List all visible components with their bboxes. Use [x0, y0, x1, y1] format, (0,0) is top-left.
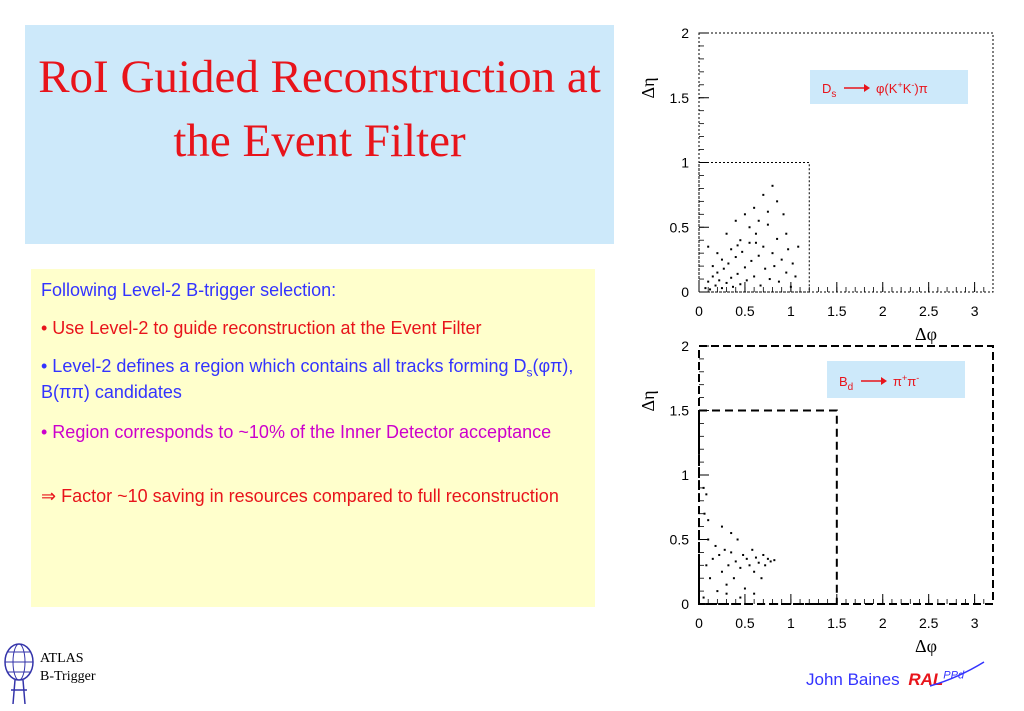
content-panel — [31, 269, 595, 607]
x-tick-label: 0 — [695, 615, 703, 631]
data-point — [739, 597, 741, 599]
data-point — [737, 539, 739, 541]
data-point — [755, 242, 757, 244]
legend-charge: + — [901, 373, 908, 383]
data-point — [716, 272, 718, 274]
legend-products — [876, 80, 928, 96]
data-point — [755, 557, 757, 559]
data-point — [755, 233, 757, 235]
legend-product: π — [893, 374, 902, 389]
x-axis-label: Δφ — [915, 324, 937, 344]
legend-charge: - — [916, 373, 920, 383]
data-point — [778, 281, 780, 283]
data-point — [704, 513, 706, 515]
y-tick-label: 1 — [681, 467, 689, 483]
data-point — [758, 220, 760, 222]
data-point — [726, 584, 728, 586]
data-point — [783, 213, 785, 215]
data-point — [760, 285, 762, 287]
data-point — [746, 558, 748, 560]
bullet2-subscript: s — [526, 365, 533, 380]
data-point — [712, 558, 714, 560]
data-point — [733, 577, 735, 579]
data-point — [707, 539, 709, 541]
roi-region-box — [699, 411, 837, 605]
x-tick-label: 1 — [786, 615, 795, 631]
data-point — [762, 194, 764, 196]
x-tick-label: 2 — [878, 303, 887, 319]
ppd-logo-text: PPd — [943, 669, 965, 682]
y-tick-label: 2 — [681, 338, 689, 354]
data-point — [727, 263, 729, 265]
data-point — [730, 277, 732, 279]
data-point — [730, 551, 732, 553]
data-point — [712, 275, 714, 277]
x-tick-label: 2 — [878, 615, 887, 631]
legend-charge: + — [897, 80, 903, 90]
data-point — [716, 590, 718, 592]
data-point — [721, 259, 723, 261]
data-point — [741, 251, 743, 253]
data-point — [760, 577, 762, 579]
data-point — [707, 519, 709, 521]
data-point — [785, 272, 787, 274]
footer-atlas-label: ATLAS — [40, 651, 84, 666]
data-point — [727, 564, 729, 566]
data-point — [753, 571, 755, 573]
data-point — [718, 279, 720, 281]
data-point — [790, 286, 792, 288]
data-point — [737, 273, 739, 275]
data-point — [767, 211, 769, 213]
y-tick-label: 0.5 — [669, 219, 689, 236]
data-point — [718, 554, 720, 556]
data-point — [704, 287, 706, 289]
y-tick-label: 2 — [681, 25, 689, 41]
data-point — [749, 226, 751, 228]
y-axis-label: Δη — [638, 77, 658, 99]
data-point — [726, 233, 728, 235]
data-point — [732, 286, 734, 288]
roi-region-box — [699, 163, 809, 293]
data-point — [753, 275, 755, 277]
bullet-saving: ⇒ Factor ~10 saving in resources compared to full reconstruction — [41, 486, 559, 506]
data-point — [721, 571, 723, 573]
footer-author-block — [806, 670, 964, 690]
data-point — [715, 545, 717, 547]
footer-org — [40, 650, 96, 686]
author-name: John Baines — [806, 670, 900, 689]
legend-particle: B — [839, 374, 848, 389]
data-point — [703, 487, 705, 489]
data-point — [716, 252, 718, 254]
data-point — [758, 255, 760, 257]
data-point — [735, 220, 737, 222]
ral-logo-text: RAL — [908, 670, 944, 689]
data-point — [749, 242, 751, 244]
data-point — [703, 597, 705, 599]
data-point — [769, 278, 771, 280]
x-tick-label: 2.5 — [918, 303, 939, 319]
data-point — [739, 239, 741, 241]
page-title: RoI Guided Reconstruction at the Event Filter — [38, 51, 601, 167]
bullet2-text: • Level-2 defines a region which contains all tracks forming D — [41, 356, 527, 376]
data-point — [707, 281, 709, 283]
data-point — [776, 200, 778, 202]
data-point — [721, 526, 723, 528]
data-point — [709, 577, 711, 579]
data-point — [726, 282, 728, 284]
data-point — [785, 233, 787, 235]
data-point — [746, 279, 748, 281]
ds-scatter-plot — [625, 25, 1024, 350]
bullet-region-definition — [41, 353, 581, 405]
data-point — [787, 248, 789, 250]
data-point — [709, 288, 711, 290]
data-point — [739, 567, 741, 569]
data-point — [753, 593, 755, 595]
data-point — [762, 246, 764, 248]
data-point — [773, 265, 775, 267]
y-tick-label: 1.5 — [669, 89, 689, 106]
data-point — [792, 263, 794, 265]
legend-product: φ(K — [876, 81, 898, 96]
data-point — [772, 252, 774, 254]
data-point — [758, 562, 760, 564]
data-point — [744, 588, 746, 590]
y-axis-label: Δη — [638, 390, 658, 412]
x-tick-label: 3 — [970, 303, 979, 319]
y-tick-label: 0 — [681, 284, 689, 300]
y-tick-label: 1 — [681, 154, 689, 171]
y-tick-label: 0.5 — [669, 531, 689, 548]
data-point — [797, 246, 799, 248]
data-point — [751, 549, 753, 551]
data-point — [735, 560, 737, 562]
bullet-acceptance: • Region corresponds to ~10% of the Inner Detector acceptance — [41, 422, 552, 442]
data-point — [723, 268, 725, 270]
legend-product: )π — [914, 81, 928, 96]
ral-swoosh-icon — [928, 660, 988, 690]
atlas-logo-icon — [2, 640, 36, 706]
data-point — [737, 244, 739, 246]
y-tick-label: 1.5 — [669, 402, 689, 419]
data-point — [724, 549, 726, 551]
data-point — [764, 564, 766, 566]
y-tick-label: 0 — [681, 596, 689, 612]
legend-product: K — [902, 81, 912, 96]
footer-group-label: B-Trigger — [40, 669, 96, 684]
data-point — [770, 560, 772, 562]
data-point — [730, 248, 732, 250]
data-point — [744, 266, 746, 268]
data-point — [721, 287, 723, 289]
data-point — [705, 493, 707, 495]
data-point — [764, 268, 766, 270]
legend-subscript: d — [847, 382, 854, 393]
x-tick-label: 1.5 — [827, 615, 847, 631]
data-point — [715, 285, 717, 287]
data-point — [776, 238, 778, 240]
data-point — [762, 554, 764, 556]
data-point — [753, 207, 755, 209]
data-point — [767, 224, 769, 226]
data-point — [712, 265, 714, 267]
data-point — [749, 564, 751, 566]
data-point — [781, 259, 783, 261]
data-point — [705, 564, 707, 566]
data-point — [744, 213, 746, 215]
bullet-use-level2: • Use Level-2 to guide reconstruction at the Event Filter — [41, 318, 482, 338]
data-point — [794, 275, 796, 277]
data-point — [772, 185, 774, 187]
x-tick-label: 2.5 — [918, 615, 939, 631]
x-tick-label: 3 — [970, 615, 979, 631]
data-point — [726, 593, 728, 595]
data-point — [735, 256, 737, 258]
data-point — [773, 559, 775, 561]
data-point — [730, 532, 732, 534]
x-tick-label: 0.5 — [735, 615, 755, 631]
legend-charge: - — [911, 80, 915, 90]
legend-particle: D — [822, 81, 832, 96]
x-tick-label: 0.5 — [735, 303, 755, 319]
legend-subscript: s — [831, 89, 837, 100]
title-panel — [25, 25, 614, 244]
bullet2-tail: (φπ), B(ππ) candidates — [41, 356, 574, 402]
x-tick-label: 0 — [695, 303, 703, 319]
data-point — [767, 558, 769, 560]
data-point — [739, 283, 741, 285]
data-point — [750, 260, 752, 262]
bd-scatter-plot — [625, 338, 1024, 668]
data-point — [707, 246, 709, 248]
x-tick-label: 1.5 — [827, 303, 847, 319]
intro-text: Following Level-2 B-trigger selection: — [41, 280, 337, 300]
x-axis-label: Δφ — [915, 636, 937, 656]
x-tick-label: 1 — [786, 303, 795, 319]
legend-product: π — [907, 374, 917, 389]
data-point — [742, 554, 744, 556]
